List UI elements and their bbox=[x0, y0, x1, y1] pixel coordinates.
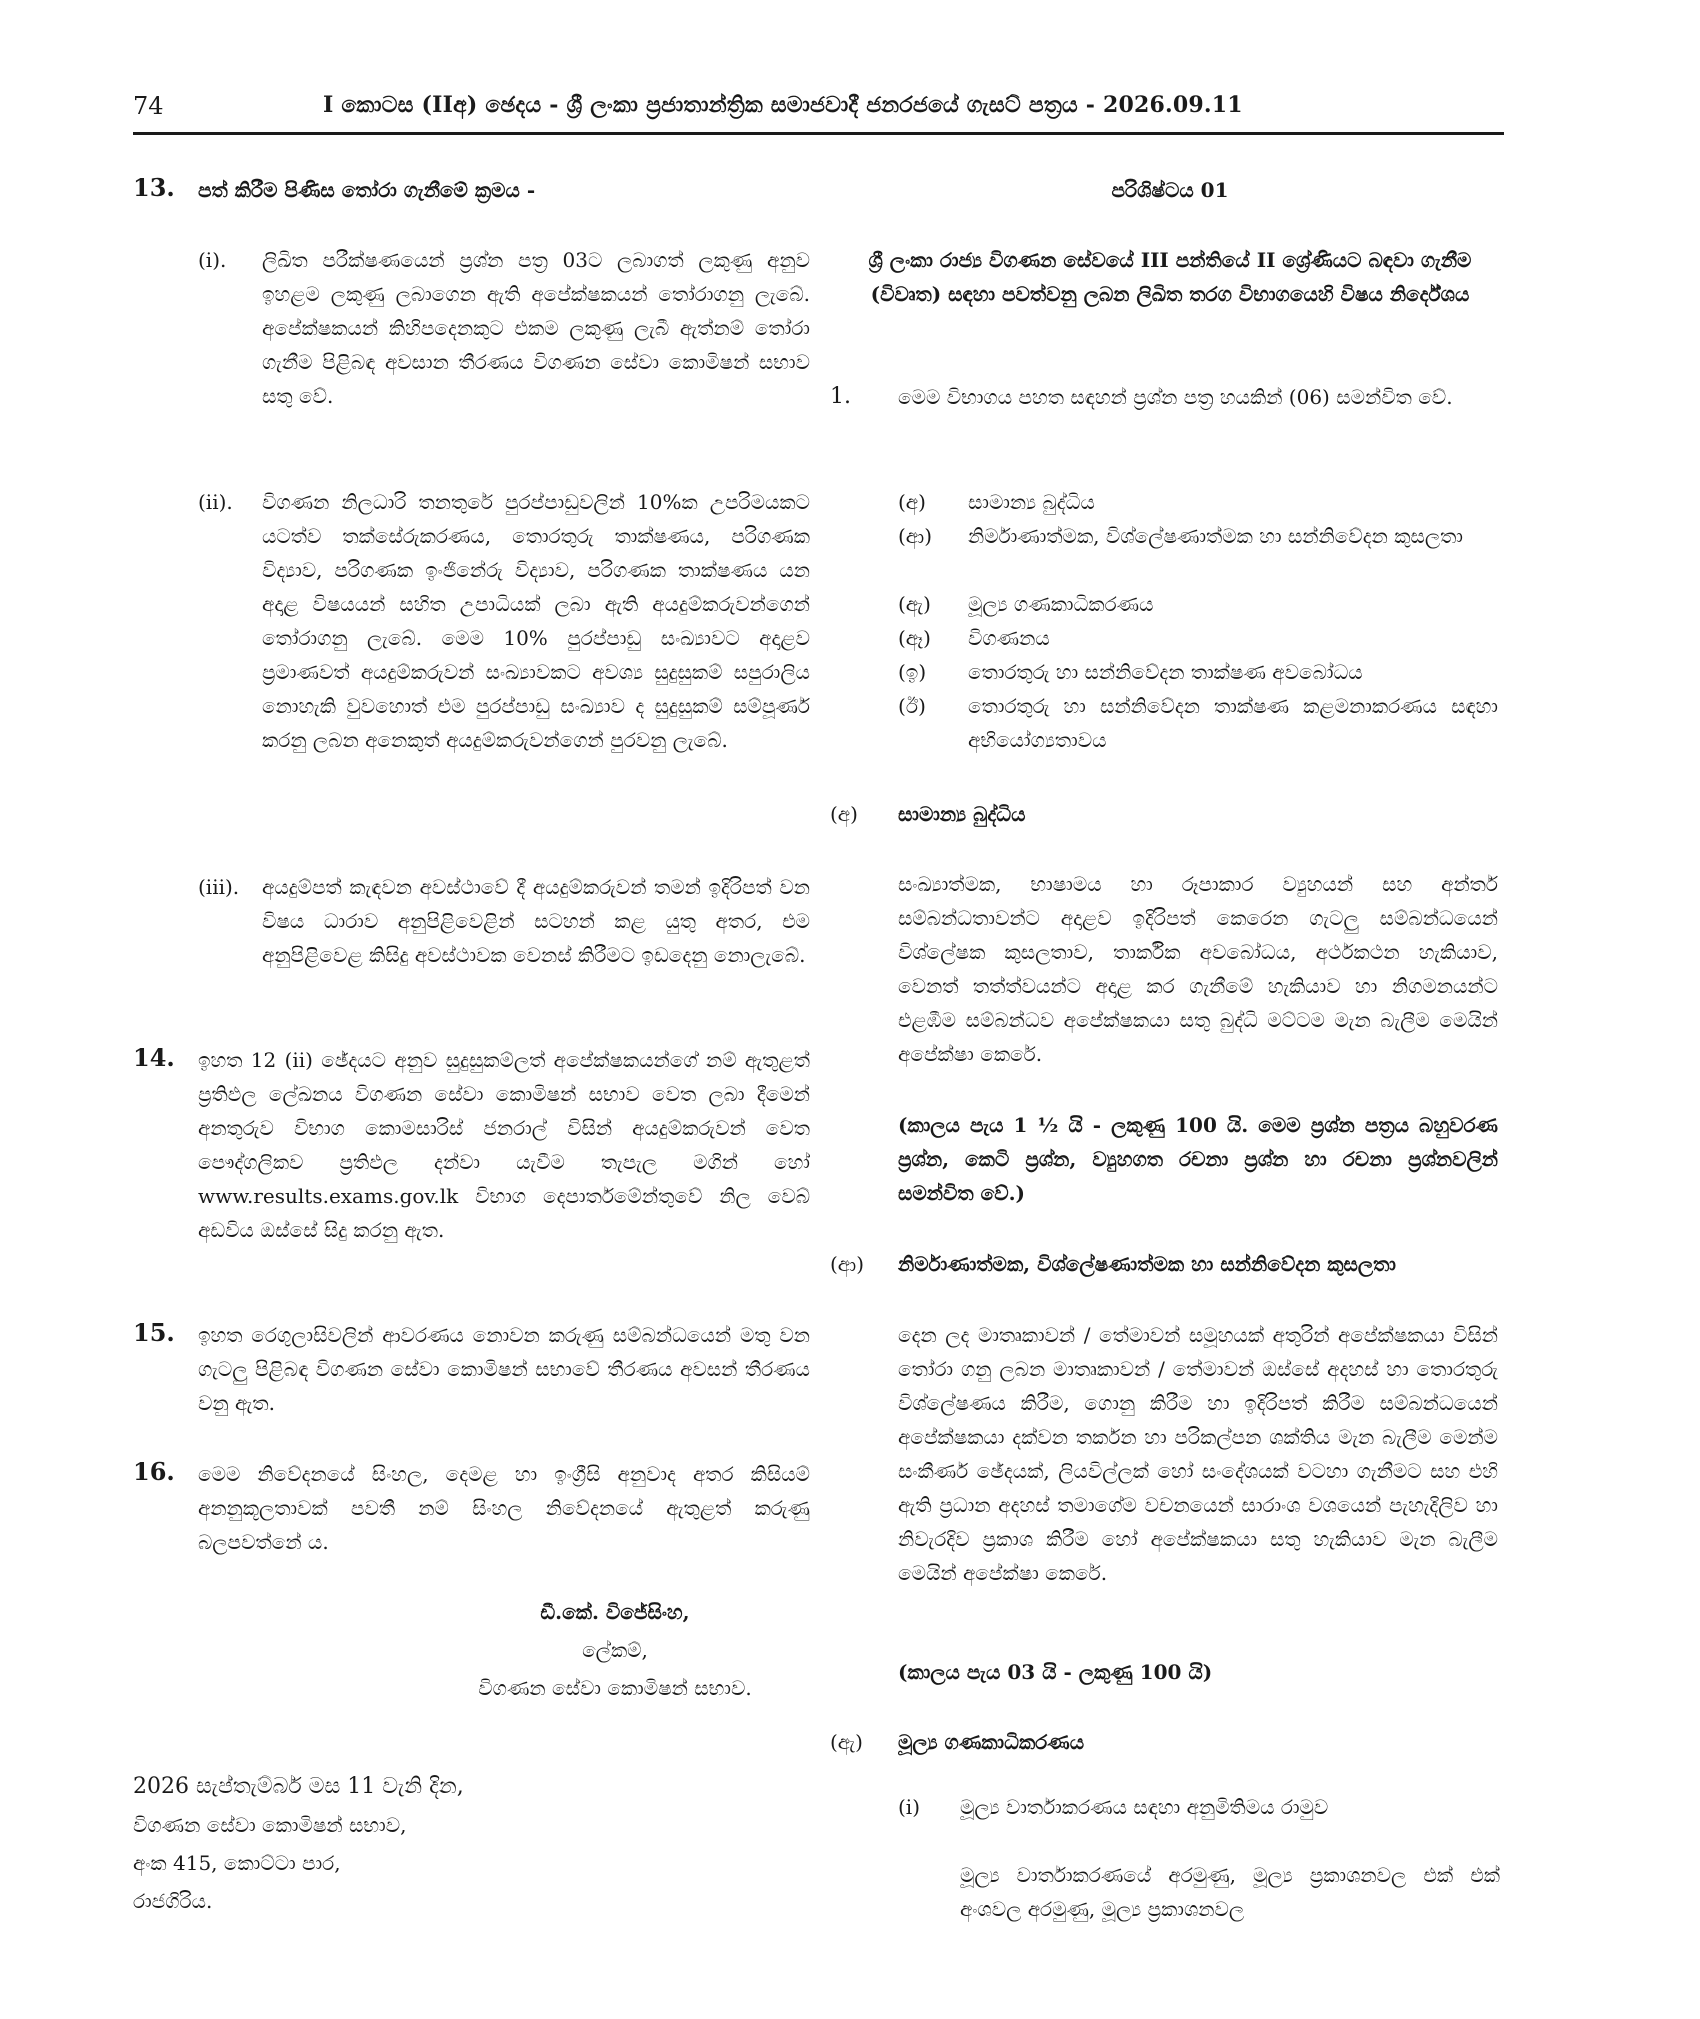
page-header bbox=[133, 88, 1504, 135]
section-16-text: මෙම නිවේදනයේ සිංහල, දෙමළ හා ඉංග්‍රීසි අනුවාද අතර කිසියම් අනනුකූලතාවක් පවතී නම් සිංහල නිවේදනයේ ඇතුළත් කරුණු බලපවත්නේ ය. bbox=[198, 1462, 810, 1554]
section-ae-text: මූල්‍ය වාර්තාකරණයේ අරමුණු, මූල්‍ය ප්‍රකාශනවල එක් එක් අංශවල අරමුණු, මූල්‍ය ප්‍රකාශනවල bbox=[960, 1863, 1500, 1921]
paper-marker: (ඈ) bbox=[898, 626, 931, 650]
paper-name: තොරතුරු හා සන්නිවේදන තාක්ෂණ අවබෝධය bbox=[968, 660, 1363, 684]
paper-name: නිර්මාණාත්මක, විශ්ලේෂණාත්මක හා සන්නිවේදන කුසලතා bbox=[968, 524, 1463, 548]
section-ae-marker: (ඇ) bbox=[830, 1730, 863, 1754]
address-line-2: අංක 415, කොට්ටා පාර, bbox=[133, 1851, 341, 1875]
paper-name: මූල්‍ය ගණකාධිකරණය bbox=[968, 592, 1154, 616]
section-16-number: 16. bbox=[133, 1457, 175, 1486]
annex-title: පරිශිෂ්ටය 01 bbox=[1111, 178, 1229, 202]
section-a-text: සංඛ්‍යාත්මක, භාෂාමය හා රූපාකාර ව්‍යුහයන් සහ අන්තර් සම්බන්ධතාවන්ට අදාළව ඉදිරිපත් කෙරෙන ගැටලු සම්බන්ධයෙන් විශ්ලේෂක කුසලතාව, තාර්කික අවබෝධය, අර්ථකථන හැකියාව, වෙනත් තත්ත්වයන්ට අදාළ කර ගැනීමේ හැකියාව හා නිගමනයන්ට එළඹීම සම්බන්ධව අපේක්ෂකයා සතු බුද්ධි මට්ටම මැන බැලීම මෙයින් අපේක්ෂා කෙරේ. bbox=[898, 872, 1498, 1066]
paper-item bbox=[898, 587, 1498, 621]
signatory-organization: විගණන සේවා කොමිෂන් සභාව. bbox=[478, 1676, 752, 1700]
paper-item bbox=[898, 621, 1498, 655]
section-ae-sub-marker: (i) bbox=[898, 1795, 921, 1819]
paper-name: විගණනය bbox=[968, 626, 1050, 650]
paper-marker: (ආ) bbox=[898, 524, 933, 548]
section-15-text: ඉහත රෙගුලාසිවලින් ආවරණය නොවන කරුණු සම්බන්ධයෙන් මතු වන ගැටලු පිළිබඳ විගණන සේවා කොමිෂන් සභාවේ තීරණය අවසන් තීරණය වනු ඇත. bbox=[198, 1323, 810, 1415]
paper-item bbox=[898, 485, 1498, 519]
section-a-title: සාමාන්‍ය බුද්ධිය bbox=[898, 802, 1026, 826]
section-ae-sub-title: මූල්‍ය වාර්තාකරණය සඳහා අනුමිතිමය රාමුව bbox=[960, 1795, 1329, 1819]
s13-item-2-marker: (ii). bbox=[198, 490, 233, 514]
paper-marker: (ඇ) bbox=[898, 592, 931, 616]
s13-item-2-text: විගණන නිලධාරි තනතුරේ පුරප්පාඩුවලින් 10%ක උපරිමයකට යටත්ව තක්සේරුකරණය, තොරතුරු තාක්ෂණය, පරිගණක විද්‍යාව, පරිගණක ඉංජිනේරු විද්‍යාව, පරිගණක තාක්ෂණය යන අදාළ විෂයයන් සහිත උපාධියක් ලබා ඇති අයදුම්කරුවන්ගෙන් තෝරාගනු ලැබේ. මෙම 10% පුරප්පාඩු සංඛ්‍යාවට අදාළව ප්‍රමාණවත් අයදුම්කරුවන් සංඛ්‍යාවකට අවශ්‍ය සුදුසුකම් සපුරාලිය නොහැකි වුවහොත් එම පුරප්පාඩු සංඛ්‍යාව ද සුදුසුකම් සම්පූර්ණ කරනු ලබන අනෙකුත් අයදුම්කරුවන්ගෙන් පුරවනු ලැබේ. bbox=[262, 490, 810, 752]
section-14-text: ඉහත 12 (ii) ඡේදයට අනුව සුදුසුකම්ලත් අපේක්ෂකයන්ගේ නම් ඇතුළත් ප්‍රතිඵල ලේඛනය විගණන සේවා කොමිෂන් සභාව වෙත ලබා දීමෙන් අනතුරුව විභාග කොමසාරිස් ජනරාල් විසින් අයදුම්කරුවන් වෙත පෞද්ගලිකව ප්‍රතිඵල දන්වා යැවීම තැපැල මගින් හෝ www.results.exams.gov.lk විභාග දෙපාර්තමේන්තුවේ නිල වෙබ් අඩවිය ඔස්සේ සිදු කරනු ඇත. bbox=[198, 1048, 810, 1242]
issue-date: 2026 සැප්තැම්බර් මස 11 වැනි දින, bbox=[133, 1774, 464, 1799]
section-13-number: 13. bbox=[133, 173, 175, 202]
section-a-marker: (අ) bbox=[830, 802, 858, 826]
annex-paragraph-1-number: 1. bbox=[830, 384, 851, 409]
s13-item-3-marker: (iii). bbox=[198, 875, 240, 899]
annex-paragraph-1-text: මෙම විභාගය පහත සඳහන් ප්‍රශ්න පත්‍ර හයකින් (06) සමන්විත වේ. bbox=[898, 385, 1453, 409]
paper-name: තොරතුරු හා සන්නිවේදන තාක්ෂණ කළමනාකරණය සඳහා අභියෝග්‍යතාවය bbox=[968, 694, 1498, 752]
s13-item-3-text: අයදුම්පත් කැඳවන අවස්ථාවේ දී අයදුම්කරුවන් තමන් ඉදිරිපත් වන විෂය ධාරාව අනුපිළිවෙළින් සටහන් කළ යුතු අතර, එම අනුපිළිවෙළ කිසිදු අවස්ථාවක වෙනස් කිරීමට ඉඩදෙනු නොලැබේ. bbox=[262, 875, 810, 967]
paper-item bbox=[898, 519, 1498, 587]
signatory-role: ලේකම්, bbox=[582, 1638, 648, 1662]
s13-item-1-marker: (i). bbox=[198, 248, 227, 272]
paper-name: සාමාන්‍ය බුද්ධිය bbox=[968, 490, 1095, 514]
address-line-1: විගණන සේවා කොමිෂන් සභාව, bbox=[133, 1813, 407, 1837]
section-15-number: 15. bbox=[133, 1318, 175, 1347]
section-ae-title: මූල්‍ය ගණකාධිකරණය bbox=[898, 1730, 1085, 1754]
gazette-title: I කොටස (IIඅ) ඡෙදය - ශ්‍රී ලංකා ප්‍රජාතාන්ත්‍රික සමාජවාදී ජනරජයේ ගැසට් පත්‍රය - 2026.09.11 bbox=[323, 92, 1243, 118]
paper-marker: (අ) bbox=[898, 490, 926, 514]
section-aa-title: නිර්මාණාත්මක, විශ්ලේෂණාත්මක හා සන්නිවේදන කුසලතා bbox=[898, 1252, 1396, 1276]
section-aa-text: දෙන ලද මාතෘකාවන් / තේමාවන් සමූහයක් අතුරින් අපේක්ෂකයා විසින් තෝරා ගනු ලබන මාතෘකාවන් / තේමාවන් ඔස්සේ අදහස් හා තොරතුරු විශ්ලේෂණය කිරීම, ගොනු කිරීම හා ඉදිරිපත් කිරීම සම්බන්ධයෙන් අපේක්ෂකයා දක්වන තර්කන හා පරිකල්පන ශක්තිය මැන බැලීම මෙන්ම සංකීර්ණ ඡේදයක්, ලියවිල්ලක් හෝ සංදේශයක් වටහා ගැනීමට සහ එහි ඇති ප්‍රධාන අදහස් තමාගේම වචනයෙන් සාරාංශ වශයෙන් පැහැදිලිව හා නිවැරදිව ප්‍රකාශ කිරීම හෝ අපේක්ෂකයා සතු හැකියාව මැන බැලීම මෙයින් අපේක්ෂා කෙරේ. bbox=[898, 1323, 1498, 1585]
section-aa-marker: (ආ) bbox=[830, 1252, 865, 1276]
section-a-note: (කාලය පැය 1 ½ යි - ලකුණු 100 යි. මෙම ප්‍රශ්න පත්‍රය බහුවරණ ප්‍රශ්න, කෙටි ප්‍රශ්න, ව්‍යුහගත රචනා ප්‍රශ්න හා රචනා ප්‍රශ්නවලින් සමන්විත වේ.) bbox=[898, 1113, 1498, 1205]
paper-marker: (ඉ) bbox=[898, 660, 927, 684]
section-13-title: පත් කිරීම පිණිස තෝරා ගැනීමේ ක්‍රමය - bbox=[198, 178, 536, 202]
section-14-number: 14. bbox=[133, 1043, 175, 1072]
section-aa-note: (කාලය පැය 03 යි - ලකුණු 100 යි) bbox=[898, 1660, 1213, 1684]
s13-item-1-text: ලිඛිත පරීක්ෂණයෙන් ප්‍රශ්න පත්‍ර 03ට ලබාගත් ලකුණු අනුව ඉහළම ලකුණු ලබාගෙන ඇති අපේක්ෂකයන් තෝරාගනු ලැබේ. අපේක්ෂකයන් කිහිපදෙනකුට එකම ලකුණු ලැබී ඇත්නම් තෝරා ගැනීම පිළිබඳ අවසාන තීරණය විගණන සේවා කොමිෂන් සභාව සතු වේ. bbox=[262, 248, 810, 408]
paper-marker: (ඊ) bbox=[898, 694, 926, 718]
address-line-3: රාජගිරිය. bbox=[133, 1889, 213, 1913]
signatory-name: ඩී.කේ. විජේසිංහ, bbox=[540, 1600, 690, 1624]
paper-item bbox=[898, 655, 1498, 689]
paper-item bbox=[898, 689, 1498, 757]
annex-subtitle: ශ්‍රී ලංකා රාජ්‍ය විගණන සේවයේ III පන්තියේ II ශ්‍රේණියට බඳවා ගැනීම (විවෘත) සඳහා පවත්වනු ලබන ලිඛිත තරග විභාගයෙහි විෂය නිර්දේශය bbox=[868, 248, 1472, 306]
page-number: 74 bbox=[133, 92, 164, 120]
